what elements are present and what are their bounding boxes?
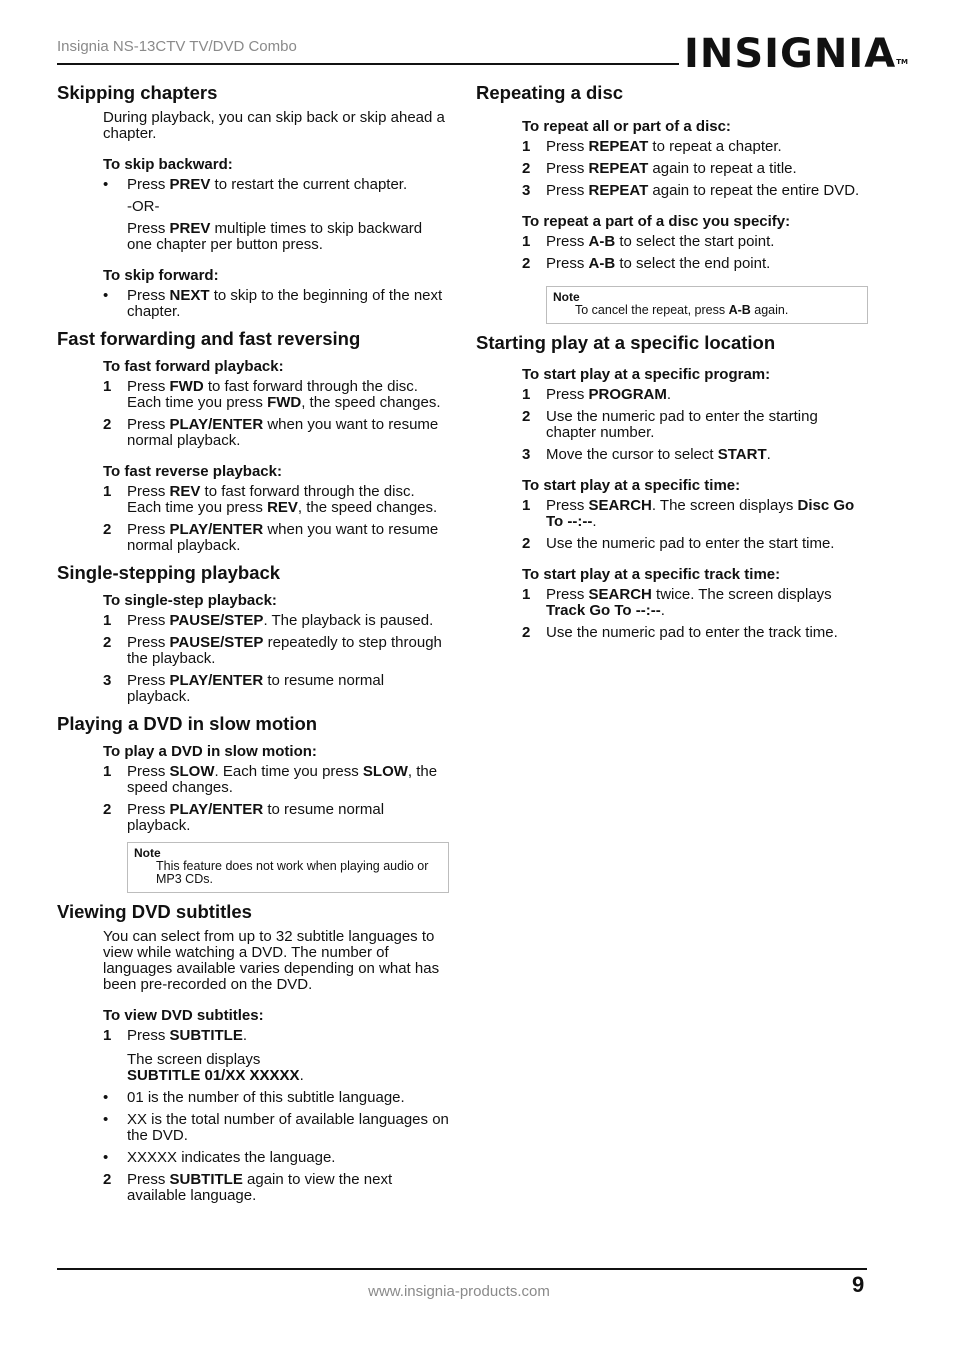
key-name: PLAY/ENTER: [169, 672, 264, 689]
subheading-slow-motion: To play a DVD in slow motion:: [103, 743, 317, 760]
page-number: 9: [852, 1272, 865, 1297]
subheading-repeat-part: To repeat a part of a disc you specify:: [522, 213, 791, 230]
subheading-specific-time: To start play at a specific time:: [522, 477, 741, 494]
note-text: [575, 304, 861, 317]
text: Press: [546, 586, 589, 603]
key-name: PROGRAM: [588, 386, 667, 403]
step-number: 2: [522, 255, 531, 272]
section-repeating-disc: [476, 80, 868, 324]
intro-paragraph: During playback, you can skip back or skip ahead a chapter.: [103, 109, 445, 142]
text: Press: [127, 634, 170, 651]
text: The screen displays: [127, 1051, 261, 1068]
text: to resume normal playback.: [127, 801, 385, 834]
text: to select the end point.: [615, 255, 771, 272]
step-number: 1: [103, 763, 112, 780]
text: again to repeat a title.: [648, 160, 797, 177]
list-item: [522, 409, 868, 441]
text: .: [666, 386, 672, 403]
step-number: 2: [522, 160, 531, 177]
note-box: [546, 286, 868, 324]
key-name: START: [717, 446, 767, 463]
text: Move the cursor to select: [546, 446, 718, 463]
section-body: [522, 118, 868, 324]
step-number: 1: [103, 483, 112, 500]
section-fast-forwarding: [57, 326, 449, 554]
bullet-marker: •: [103, 1111, 109, 1128]
step-list: [522, 587, 868, 641]
step-list: [103, 484, 449, 554]
text: , the speed changes.: [297, 499, 438, 516]
key-name: SLOW: [169, 763, 215, 780]
step-list: [103, 1172, 449, 1204]
note-label: Note: [553, 290, 580, 304]
text: .: [242, 1027, 248, 1044]
key-name: Track Go To --:--: [546, 602, 661, 619]
step-list: [103, 1028, 449, 1044]
step-number: 1: [522, 386, 531, 403]
text: .: [766, 446, 771, 463]
text: . The playback is paused.: [263, 612, 434, 629]
section-heading: Repeating a disc: [476, 82, 624, 103]
intro-paragraph: You can select from up to 32 subtitle languages to view while watching a DVD. The number of languages available varies depending on what has been pre-recorded on the DVD.: [103, 928, 440, 993]
bullet-marker: •: [103, 1089, 109, 1106]
text: when you want to resume normal playback.: [127, 416, 439, 449]
list-item: [103, 1150, 449, 1166]
text: Press: [127, 1171, 170, 1188]
list-item: [103, 379, 449, 411]
bullet-marker: •: [103, 287, 109, 304]
key-name: A-B: [588, 255, 616, 272]
text: . Each time you press: [214, 763, 363, 780]
text: Press: [546, 138, 589, 155]
step-list: [522, 498, 868, 552]
bullet-marker: •: [103, 176, 109, 193]
list-item: [522, 139, 868, 155]
text: again.: [750, 303, 789, 317]
text: Press: [127, 521, 170, 538]
text: again to view the next available language.: [127, 1171, 393, 1204]
text: Use the numeric pad to enter the start time.: [546, 535, 835, 552]
step-number: 2: [103, 634, 112, 651]
step-number: 2: [103, 801, 112, 818]
list-item: [103, 802, 449, 834]
key-name: PLAY/ENTER: [169, 416, 264, 433]
footer-url: www.insignia-products.com: [368, 1283, 550, 1300]
text: .: [299, 1067, 304, 1084]
subheading-repeat-all: To repeat all or part of a disc:: [522, 118, 731, 135]
text: Press: [127, 220, 170, 237]
list-item: [103, 1090, 449, 1106]
list-item: [103, 417, 449, 449]
section-body: [103, 929, 449, 1204]
continuation-text: [103, 221, 449, 253]
step-number: 1: [103, 378, 112, 395]
section-heading: Fast forwarding and fast reversing: [57, 328, 361, 349]
section-body: [522, 366, 868, 641]
text: Press: [127, 612, 170, 629]
key-name: SEARCH: [588, 586, 652, 603]
subheading-specific-program: To start play at a specific program:: [522, 366, 771, 383]
subheading-fast-reverse: To fast reverse playback:: [103, 463, 282, 480]
section-body: [103, 743, 449, 893]
text: to skip to the beginning of the next chapter.: [127, 287, 443, 320]
text: Press: [127, 378, 170, 395]
key-name: PAUSE/STEP: [169, 634, 264, 651]
text: Press: [127, 1027, 170, 1044]
list-item: [103, 522, 449, 554]
step-number: 1: [103, 612, 112, 629]
step-number: 1: [522, 138, 531, 155]
step-number: 1: [103, 1027, 112, 1044]
key-name: SUBTITLE: [169, 1027, 243, 1044]
list-item: [522, 536, 868, 552]
text: to repeat a chapter.: [648, 138, 782, 155]
text: Press: [546, 497, 589, 514]
bullet-list: [103, 288, 449, 320]
list-item: [522, 587, 868, 619]
header-rule: [57, 63, 679, 65]
section-specific-location: [476, 330, 868, 641]
step-number: 2: [103, 416, 112, 433]
step-number: 1: [522, 497, 531, 514]
note-box: [127, 842, 449, 893]
section-single-stepping: [57, 560, 449, 705]
text: to resume normal playback.: [127, 672, 385, 705]
step-number: 3: [103, 672, 112, 689]
text: repeatedly to step through the playback.: [127, 634, 442, 667]
text: Use the numeric pad to enter the starting chapter number.: [546, 408, 818, 441]
text: Use the numeric pad to enter the track time.: [546, 624, 838, 641]
key-name: REV: [267, 499, 298, 516]
text: XXXXX indicates the language.: [127, 1149, 336, 1166]
list-item: [522, 625, 868, 641]
list-item: [522, 234, 868, 250]
step-number: 2: [103, 1171, 112, 1188]
section-heading: Viewing DVD subtitles: [57, 901, 252, 922]
document-title: Insignia NS-13CTV TV/DVD Combo: [57, 38, 297, 55]
key-name: PLAY/ENTER: [169, 521, 264, 538]
key-name: SLOW: [362, 763, 408, 780]
text: XX is the total number of available languages on the DVD.: [127, 1111, 449, 1144]
step-list: [522, 234, 868, 272]
key-name: PREV: [169, 176, 211, 193]
text: again to repeat the entire DVD.: [648, 182, 860, 199]
step-list: [522, 387, 868, 463]
continuation-text: [103, 1052, 449, 1084]
subheading-fast-forward: To fast forward playback:: [103, 358, 284, 375]
key-name: A-B: [588, 233, 616, 250]
key-name: Disc Go To --:--: [546, 497, 855, 530]
key-name: SUBTITLE 01/XX XXXXX: [127, 1067, 300, 1084]
text: to fast forward through the disc. Each time you press: [127, 378, 418, 411]
subheading-skip-backward: To skip backward:: [103, 156, 233, 173]
text: twice. The screen displays: [651, 586, 832, 603]
list-item: [103, 613, 449, 629]
section-body: [103, 110, 449, 320]
step-number: 2: [522, 624, 531, 641]
section-body: [103, 592, 449, 705]
text: Press: [127, 763, 170, 780]
right-column: [476, 80, 868, 647]
text: Press: [127, 672, 170, 689]
text: Press: [127, 483, 170, 500]
key-name: REPEAT: [588, 182, 649, 199]
list-item: [522, 161, 868, 177]
footer-rule: [57, 1268, 867, 1270]
key-name: FWD: [169, 378, 204, 395]
key-name: SEARCH: [588, 497, 652, 514]
list-item: [522, 183, 868, 199]
section-heading: Single-stepping playback: [57, 562, 281, 583]
text: Press: [127, 176, 170, 193]
text: , the speed changes.: [127, 763, 438, 796]
key-name: REV: [169, 483, 201, 500]
list-item: [103, 673, 449, 705]
step-number: 2: [522, 408, 531, 425]
section-heading: Starting play at a specific location: [476, 332, 776, 353]
text: . The screen displays: [651, 497, 798, 514]
text: Press: [546, 386, 589, 403]
text: Press: [546, 182, 589, 199]
text: .: [660, 602, 665, 619]
bullet-list: [103, 1090, 449, 1166]
text: multiple times to skip backward one chapter per button press.: [127, 220, 423, 253]
list-item: [103, 177, 449, 193]
section-heading: Playing a DVD in slow motion: [57, 713, 318, 734]
note-text: This feature does not work when playing audio or MP3 CDs.: [156, 859, 429, 886]
key-name: NEXT: [169, 287, 210, 304]
text: to select the start point.: [615, 233, 775, 250]
key-name: A-B: [728, 303, 751, 317]
key-name: PLAY/ENTER: [169, 801, 264, 818]
text: when you want to resume normal playback.: [127, 521, 439, 554]
key-name: FWD: [267, 394, 302, 411]
text: to fast forward through the disc. Each time you press: [127, 483, 415, 516]
or-separator: -OR-: [127, 198, 160, 215]
step-list: [103, 613, 449, 705]
text: Press: [546, 255, 589, 272]
insignia-logo: [684, 30, 908, 78]
list-item: [103, 764, 449, 796]
step-list: [522, 139, 868, 199]
text: Press: [127, 416, 170, 433]
text: To cancel the repeat, press: [575, 303, 729, 317]
section-skipping-chapters: [57, 80, 449, 320]
key-name: REPEAT: [588, 160, 649, 177]
text: .: [592, 513, 597, 530]
list-item: [522, 447, 868, 463]
subheading-specific-track-time: To start play at a specific track time:: [522, 566, 781, 583]
text: Press: [127, 287, 170, 304]
step-number: 2: [522, 535, 531, 552]
text: Press: [546, 160, 589, 177]
subheading-skip-forward: To skip forward:: [103, 267, 219, 284]
step-list: [103, 379, 449, 449]
step-number: 1: [522, 233, 531, 250]
text: 01 is the number of this subtitle language.: [127, 1089, 405, 1106]
note-label: Note: [134, 846, 161, 860]
key-name: SUBTITLE: [169, 1171, 243, 1188]
left-column: [57, 80, 449, 1210]
text: , the speed changes.: [301, 394, 441, 411]
section-dvd-subtitles: [57, 899, 449, 1204]
list-item: [103, 635, 449, 667]
list-item: [522, 498, 868, 530]
step-number: 3: [522, 182, 531, 199]
key-name: PAUSE/STEP: [169, 612, 264, 629]
text: Press: [127, 801, 170, 818]
section-slow-motion: [57, 711, 449, 893]
list-item: [103, 1028, 449, 1044]
list-item: [103, 484, 449, 516]
text: Press: [546, 233, 589, 250]
list-item: [103, 1112, 449, 1144]
step-number: 2: [103, 521, 112, 538]
bullet-marker: •: [103, 1149, 109, 1166]
text: to restart the current chapter.: [210, 176, 408, 193]
step-number: 1: [522, 586, 531, 603]
subheading-view-subtitles: To view DVD subtitles:: [103, 1007, 264, 1024]
list-item: [522, 387, 868, 403]
section-heading: Skipping chapters: [57, 82, 218, 103]
list-item: [103, 288, 449, 320]
step-number: 3: [522, 446, 531, 463]
list-item: [522, 256, 868, 272]
bullet-list: [103, 177, 449, 193]
step-list: [103, 764, 449, 834]
key-name: PREV: [169, 220, 211, 237]
logo-text: INSIGNIA: [684, 31, 897, 77]
key-name: REPEAT: [588, 138, 649, 155]
logo-trademark: TM: [896, 58, 908, 66]
subheading-single-step: To single-step playback:: [103, 592, 277, 609]
list-item: [103, 1172, 449, 1204]
section-body: [103, 358, 449, 554]
